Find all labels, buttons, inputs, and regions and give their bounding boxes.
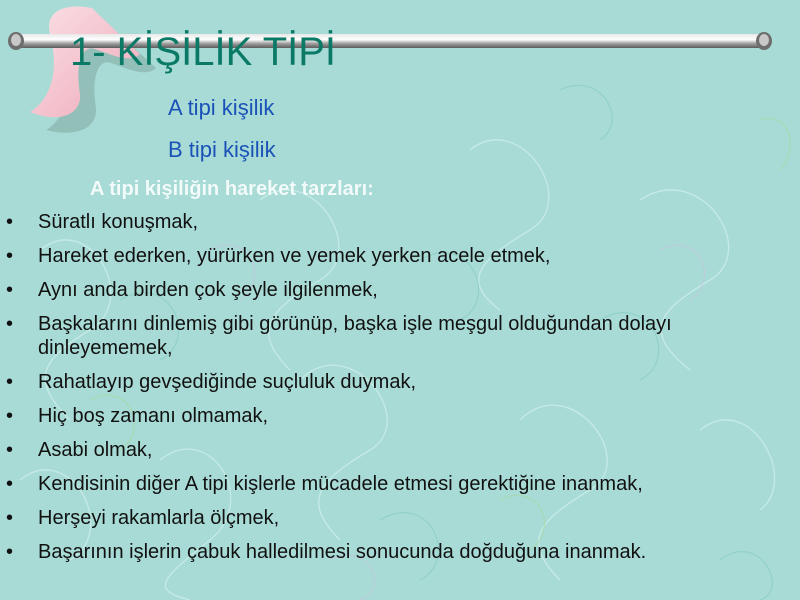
list-item <box>0 506 790 530</box>
subtitle-b-type: B tipi kişilik <box>168 137 276 162</box>
subtitle-a-type: A tipi kişilik <box>168 95 275 120</box>
bullet-icon: • <box>6 279 14 301</box>
bullet-icon: • <box>6 313 14 335</box>
bullet-icon: • <box>6 439 14 461</box>
bullet-list <box>0 210 790 574</box>
bullet-icon: • <box>6 371 14 393</box>
list-item-text: Hareket ederken, yürürken ve yemek yerken acele etmek, <box>38 245 551 267</box>
list-item-text: Rahatlayıp gevşediğinde suçluluk duymak, <box>38 371 416 393</box>
list-item <box>0 404 790 428</box>
list-item-text: Süratlı konuşmak, <box>38 211 199 233</box>
list-item <box>0 244 790 268</box>
list-item-text: Hiç boş zamanı olmamak, <box>38 405 269 427</box>
list-item <box>0 312 790 360</box>
list-item-text: Aynı anda birden çok şeyle ilgilenmek, <box>38 279 378 301</box>
list-item <box>0 438 790 462</box>
bullet-icon: • <box>6 245 14 267</box>
section-heading: A tipi kişiliğin hareket tarzları: <box>90 178 374 200</box>
bullet-icon: • <box>6 405 14 427</box>
list-item <box>0 472 790 496</box>
list-item-text: Başarının işlerin çabuk halledilmesi sonucunda doğduğuna inanmak. <box>38 541 647 563</box>
bullet-icon: • <box>6 507 14 529</box>
slide-title: 1- KİŞİLİK TİPİ <box>70 30 337 74</box>
list-item <box>0 540 790 564</box>
bullet-icon: • <box>6 541 14 563</box>
list-item-text: Başkalarını dinlemiş gibi görünüp, başka işle meşgul olduğundan dolayı dinleyememek, <box>38 313 672 359</box>
list-item <box>0 278 790 302</box>
list-item-text: Asabi olmak, <box>38 439 153 461</box>
bullet-icon: • <box>6 473 14 495</box>
bullet-icon: • <box>6 211 14 233</box>
list-item-text: Herşeyi rakamlarla ölçmek, <box>38 507 280 529</box>
list-item <box>0 210 790 234</box>
list-item-text: Kendisinin diğer A tipi kişlerle mücadele etmesi gerektiğine inanmak, <box>38 473 643 495</box>
list-item <box>0 370 790 394</box>
